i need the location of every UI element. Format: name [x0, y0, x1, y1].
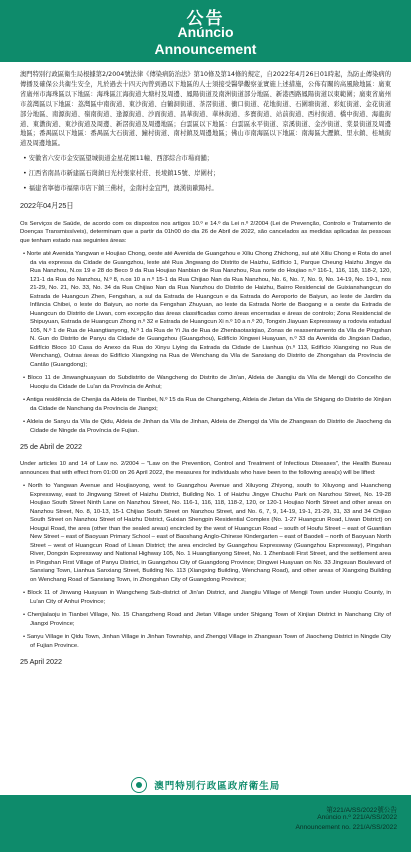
emblem-icon: [131, 777, 147, 793]
reference-footer: [0, 795, 411, 852]
organization-name-chinese: 澳門特別行政區政府衛生局: [154, 780, 281, 792]
announcement-header: [0, 0, 411, 62]
english-item: • Chenjialaoju in Tianbei Village, No. 15 Changzheng Road and Jietan Village under Shigang Town of Xinjian District in Nanchang City of Jiangxi Province;: [23, 612, 392, 627]
reference-chinese: [326, 804, 397, 814]
chinese-bullet-text: 安徽省六安市金安區望城街道金星花園11幢、西部綜合市場商舖；: [28, 155, 214, 163]
english-item-text: Chenjialaoju in Tianbei Village, No. 15 Changzheng Road and Jietan Village under Shigang Town of Xinjian District in Nanchang City of Jiangxi Province;: [27, 612, 392, 627]
chinese-date: 2022年04月25日: [20, 200, 74, 210]
title-chinese: 公告: [186, 9, 225, 29]
announcement-body: [20, 70, 391, 675]
english-item-text: North to Yangwan Avenue and Houjiaoyong, west to Guangzhou Avenue and Xiluyong Zhiyong, south to Xiluyong and Huancheng Expressway, east to Jingwang Street of Haizhu District, Building No. 1 of Haizhu Jingye Chuchu Park on Nanzhou Street, No. 19-28 Houjiao South Street Ninth Lane on Nanzhou Street, No. 116-1, 116, 118, 118-2, 120, or 120-1 Houjiao North Street and other areas on Nanzhou Street, No. 8, 10-13, 15-1 Chijiao South Street on Nanzhou Street, and No. 6, 7, 9, 14-19, 19-1, 21-29, 31, 33 and 34 Chijiao South Street on Nanzhou Street of Haizhu District, Guixian Shengpin Residential Complex (No. 1-27 Huangcun Road, Liwan District) on Hougui Road, the area (other than the sealed areas) encircled by the west of Huangcun Road – south of Houfu Street – east of Guantian New Street – east of Baoyuan Primary School – east of Baoshang Anglo-Chinese Kindergarten – east of Baodeli – north of Baoyuan North Street – west of Huangcun Road of Liwan District; the area encircled by Guangzhou Expressway (Guangzhou Expressway), Pingshan River, Dongxin Expressway and National Highway 105, No. 1 Huangtianyong Street, No. 1 Zhenbaoli First Street, and the settlement area in Pingshan First Village of Panyu District, in Guangzhou City of Guangdong Province; Dingwei Huayuan on No. 33 Jingxuan Boulevard of Sanxiang Town, Lianhua Sanxiang Street, Building No. 113 (Xiangxing Building, Wenchang Road), and other areas of Xiangxing Building on Wenchang Road of Sanxiang Town, in Zhongshan City of Guangdong Province;: [28, 483, 391, 583]
english-item-text: Block 11 of Jinwang Huayuan in Wangcheng Sub-district of Jin'an District, and Jiangjiu Village of Mengji Town under Huoqiu County, in Lu'an City of Anhui Province;: [27, 590, 391, 605]
chinese-bullet: • 江西省南昌市新建區石崗鎮日光村張家村莊、長堎鎮15號、岸圍村；: [23, 170, 220, 178]
title-portuguese: Anúncio: [177, 24, 234, 40]
reference-portuguese: Anúncio n.º 221/A/SS/2022: [317, 814, 397, 821]
chinese-bullet-text: 福建省寧德市福鼎市店下鎮三佛村，金南村金宜門，澳漢街歐陽村。: [28, 185, 218, 193]
portuguese-item-text: Aldeia de Sanyu da Vila de Qidu, Aldeia de Jinhan da Vila de Jinhan, Aldeia de Zhengqi da Vila de Zhangwan do Distrito de Jiaocheng da Cidade de Ningde da Província de Fujian.: [26, 419, 392, 434]
reference-english: Announcement no. 221/A/SS/2022: [295, 824, 397, 831]
title-english: Announcement: [154, 41, 257, 57]
english-date: 25 April 2022: [20, 657, 62, 667]
portuguese-item-text: Norte até Avenida Yangwan e Houjiao Chong, oeste até Avenida de Guangzhou e Xiliu Chong Zhichong, sul até Xiliu Chong e Rota do anel da via expressa da Cidade de Guangzhou, leste até Rua Jingwang do Distrito de Haizhu, Edifício 1, Parque Cheung Haizhu Jingye da Rua Nanzhou, N.os 19 e 28 do Beco 9 da Rua Houjiao Nanbian de Rua Nanzhou, Rua norte do Houjiao n.º 116-1, 116, 118, 118-2, 120, 121-1 da Rua do Nanzhou, N.º 8, n.os 10 a n.º 15-1 da Rua Chijiao Nan da Rua Nanzhou, No. 6, No. 7, No. 9, No. 14-19, No. 19-1, nos 21-29, No. 21, No. 33, No. 34 da Rua Chijiao Nan da Rua Nanzhou do Distrito de Haizhu, Bairro Residencial de Guixianshangcun do Estrada de Huangcun Zhen, Fengshan, a sul da Estrada de Huangcun e da Estrada do Aeroporto de Baiyun, ao leste de Jardim da Infância Chibei, o leste do Baiyun, ao norte da Fengshan Zhuyuan, ao leste da Estrada Norte de Baogang e a oeste da Estrada de Huangcun do Distrito de Liwan, com excepção das áreas classificadas como áreas encerradas e áreas de controlo; Zona Residencial de Shipuyuan, Estrada de Huangcun Zhong n.º 32 e Estrada de Huangcun Xi n.º 10 a n.º 20, Tongxin Jiayuan Expressway a rodovia estadual 105, N.º 1 de Rua de Huangtianyong, N.º 1 da Rua de Yi Jia de Rua de Zhenbaotaxiqiao, Zonas de reassentamento da Vila de Pingshan N. Gun do Distrito de Panyu da Cidade de Guangzhou (Guangzhou), Edifício Xingwei Huayuan, n.º 33 da Avenida do Jingxian Dadao, Edifício Bloco 10 Casa do Anexo da Rua do Xinyu Liying da Estrada da Cidade de Lianhua (n.º 113, Edifício Xiangxing no Rua de Wenchang), Outras áreas do Edifício Xiangxing na Rua de Wenchang da Vila de Sanxiang do Distrito de Zhongshan da Província de Cantão (Guangdong);: [26, 251, 391, 368]
english-item-text: Sanyu Village in Qidu Town, Jinhan Village in Jinhan Township, and Zhengqi Village in Zhangwan Town of Jiaocheng District in Ningde City of Fujian Province.: [26, 634, 391, 649]
portuguese-item: • Bloco 11 de Jinwanghuayuan do Subdistrito de Wangcheng do Distrito de Jin'an, Aldeia de Jiangjiu da Vila de Mengji do Concelho de Huoqiu da Cidade de Lu'an da Província de Anhui;: [23, 375, 391, 390]
portuguese-item: • Antiga residência de Chenjia da Aldeia de Tianbei, N.º 15 da Rua de Changzheng, Aldeia de Jietan da Vila de Shigang do Distrito de Xinjian da Cidade de Nanchang da Província de Jiangxi;: [23, 397, 392, 412]
chinese-bullet: • 安徽省六安市金安區望城街道金星花園11幢、西部綜合市場商舖；: [23, 155, 214, 163]
portuguese-item: • Norte até Avenida Yangwan e Houjiao Chong, oeste até Avenida de Guangzhou e Xiliu Chong Zhichong, sul até Xiliu Chong e Rota do anel da via expressa da Cidade de Guangzhou, leste até Rua Jingwang do Distrito de Haizhu, Edifício 1, Parque Cheung Haizhu Jingye da Rua Nanzhou, N.os 19 e 28 do Beco 9 da Rua Houjiao Nanbian de Rua Nanzhou, Rua norte do Houjiao n.º 116-1, 116, 118, 118-2, 120, 121-1 da Rua do Nanzhou, N.º 8, n.os 10 a n.º 15-1 da Rua Chijiao Nan da Rua Nanzhou, No. 6, No. 7, No. 9, No. 14-19, No. 19-1, nos 21-29, No. 21, No. 33, No. 34 da Rua Chijiao Nan da Rua Nanzhou do Distrito de Haizhu, Bairro Residencial de Guixianshangcun do Estrada de Huangcun Zhen, Fengshan, a sul da Estrada de Huangcun e da Estrada do Aeroporto de Baiyun, ao leste de Jardim da Infância Chibei, o leste do Baiyun, ao norte da Fengshan Zhuyuan, ao leste da Estrada Norte de Baogang e a oeste da Estrada de Huangcun do Distrito de Liwan, com excepção das áreas classificadas como áreas encerradas e áreas de controlo; Zona Residencial de Shipuyuan, Estrada de Huangcun Zhong n.º 32 e Estrada de Huangcun Xi n.º 10 a n.º 20, Tongxin Jiayuan Expressway a rodovia estadual 105, N.º 1 de Rua de Huangtianyong, N.º 1 da Rua de Yi Jia de Rua de Zhenbaotaxiqiao, Zonas de reassentamento da Vila de Pingshan N. Gun do Distrito de Panyu da Cidade de Guangzhou (Guangzhou), Edifício Xingwei Huayuan, n.º 33 da Avenida do Jingxian Dadao, Edifício Bloco 10 Casa do Anexo da Rua do Xinyu Liying da Estrada da Cidade de Lianhua (n.º 113, Edifício Xiangxing no Rua de Wenchang), Outras áreas do Edifício Xiangxing na Rua de Wenchang da Vila de Sanxiang do Distrito de Zhongshan da Província de Cantão (Guangdong);: [23, 251, 391, 368]
portuguese-item-text: Antiga residência de Chenjia da Aldeia de Tianbei, N.º 15 da Rua de Changzheng, Aldeia de Jietan da Vila de Shigang do Distrito de Xinjian da Cidade de Nanchang da Província de Jiangxi;: [26, 397, 392, 412]
english-item: • Block 11 of Jinwang Huayuan in Wangcheng Sub-district of Jin'an District, and Jiangjiu Village of Mengji Town under Huoqiu County, in Lu'an City of Anhui Province;: [23, 590, 391, 605]
reference-chinese-number: 221/A/SS/2022號公告: [332, 807, 397, 814]
reference-chinese-prefix: 第: [326, 806, 333, 814]
portuguese-item-text: Bloco 11 de Jinwanghuayuan do Subdistrito de Wangcheng do Distrito de Jin'an, Aldeia de Jiangjiu da Vila de Mengji do Concelho de Huoqiu da Cidade de Lu'an da Província de Anhui;: [27, 375, 391, 390]
chinese-bullet-text: 江西省南昌市新建區石崗鎮日光村張家村莊、長堎鎮15號、岸圍村；: [28, 170, 220, 178]
english-item: • North to Yangwan Avenue and Houjiaoyong, west to Guangzhou Avenue and Xiluyong Zhiyong, south to Xiluyong and Huancheng Expressway, east to Jingwang Street of Haizhu District, Building No. 1 of Haizhu Jingye Chuchu Park on Nanzhou Street, No. 19-28 Houjiao South Street Ninth Lane on Nanzhou Street, No. 116-1, 116, 118, 118-2, 120, or 120-1 Houjiao North Street and other areas on Nanzhou Street, No. 8, 10-13, 15-1 Chijiao South Street on Nanzhou Street, and No. 6, 7, 9, 14-19, 19-1, 21-29, 31, 33 and 34 Chijiao South Street on Nanzhou Street of Haizhu District, Guixian Shengpin Residential Complex (No. 1-27 Huangcun Road, Liwan District) on Hougui Road, the area (other than the sealed areas) encircled by the west of Huangcun Road – south of Houfu Street – east of Guantian New Street – east of Baoyuan Primary School – east of Baoshang Anglo-Chinese Kindergarten – east of Baodeli – north of Baoyuan North Street – west of Huangcun Road of Liwan District; the area encircled by Guangzhou Expressway (Guangzhou Expressway), Pingshan River, Dongxin Expressway and National Highway 105, No. 1 Huangtianyong Street, No. 1 Zhenbaoli First Street, and the settlement area in Pingshan First Village of Panyu District, in Guangzhou City of Guangdong Province; Dingwei Huayuan on No. 33 Jingxuan Boulevard of Sanxiang Town, Lianhua Sanxiang Street, Building No. 113 (Xiangxing Building, Wenchang Road), and other areas of Xiangxing Building on Wenchang Road of Sanxiang Town, in Zhongshan City of Guangdong Province;: [23, 483, 391, 583]
chinese-bullet: • 福建省寧德市福鼎市店下鎮三佛村，金南村金宜門，澳漢街歐陽村。: [23, 185, 218, 193]
portuguese-date: 25 de Abril de 2022: [20, 442, 82, 452]
portuguese-item: • Aldeia de Sanyu da Vila de Qidu, Aldeia de Jinhan da Vila de Jinhan, Aldeia de Zhengqi da Vila de Zhangwan do Distrito de Jiaocheng da Cidade de Ningde da Província de Fujian.: [23, 419, 392, 434]
portuguese-intro: Os Serviços de Saúde, de acordo com os dispostos nos artigos 10.º e 14.º da Lei n.º 2/2004 (Lei de Prevenção, Controlo e Tratamento de Doenças Transmissíveis), determinam que a partir da 01h00 do dia 26 de Abril de 2022, são cancelados as medidas aplicadas às pessoas que tenham estado nas seguintes áreas:: [20, 220, 391, 244]
english-intro: Under articles 10 and 14 of Law no. 2/2004 – "Law on the Prevention, Control and Treatment of Infectious Diseases", the Health Bureau announces that with effect from 01:00 on 26 April 2022, the measures for individuals who have been to the following area(s) will be lifted:: [20, 461, 391, 476]
english-item: • Sanyu Village in Qidu Town, Jinhan Village in Jinhan Township, and Zhengqi Village in Zhangwan Town of Jiaocheng District in Ningde City of Fujian Province.: [23, 634, 391, 649]
chinese-intro: 澳門特別行政區衛生局根據第2/2004號法律《傳染病防治法》第10條及第14條的規定，自2022年4月26日01時起，為防止傳染病的傳播及確保公共衛生安全，凡於過去十四天內曾到過以下地區的人士須接受醫學觀察並實施上述措施，公佈有關的高風險地區：廣東省廣州市海珠區以下地區：海珠區江海街道大塘村及周邊、鳳陽街道及南洲街道部分地區、新港西路鳳陽街道以東範圍；廣東省廣州市荔灣區以下地區：荔灣區中南街道、東沙街道、白鶴洞街道、茶滘街道、衝口街道、花地街道、石圍塘街道、彩虹街道、金花街道部分地區、南源街道、嶺南街道、逢源街道、沙面街道、昌華街道、華林街道、多寶街道、站前街道、西村街道、橋中街道、海龍街道、東漖街道、東沙街道及周邊、新滘街道及周邊地區；白雲區以下地區：白雲區永平街道、京溪街道、金沙街道、棠景街道及周邊地區；番禺區以下地區：番禺區大石街道、鐘村街道、南村鎮及周邊地區；佛山市南海區以下地區：南海區大瀝鎮、里水鎮、桂城街道及周邊地區。: [20, 71, 391, 148]
